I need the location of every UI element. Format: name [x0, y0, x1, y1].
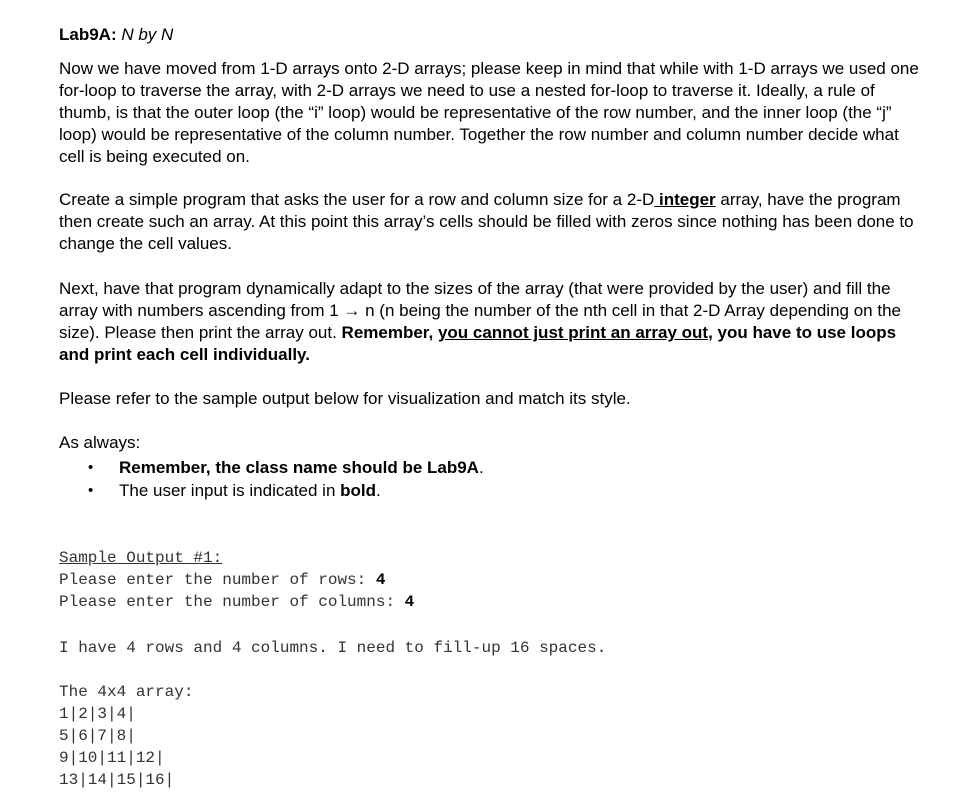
- as-always-label: As always:: [59, 433, 141, 452]
- fill-text: Next, have that program dynamically adapt to the sizes of the array (that were provided by the user) and fill the array with numbers ascending from 1 → n (n being the number of the nth cell in that 2-D Array depending on the size). Please then print the array out.: [59, 279, 901, 342]
- list-item: • The user input is indicated in bold.: [88, 481, 381, 500]
- no-print-warning: you cannot just print an array out: [437, 323, 709, 342]
- array-heading: The 4x4 array:: [59, 683, 194, 701]
- sample-output-heading: Sample Output #1:: [59, 549, 223, 567]
- array-row: 1|2|3|4|: [59, 705, 136, 723]
- user-input-note: The user input is indicated in: [119, 481, 341, 500]
- columns-input: 4: [404, 593, 415, 611]
- bullet-icon: •: [88, 482, 94, 499]
- loops-instruction: , you have to use loops and print each cell individually.: [59, 323, 897, 364]
- sample-output-prompts: [59, 547, 414, 613]
- lab-title: [59, 25, 173, 45]
- remember-label: Remember,: [341, 323, 438, 342]
- task-text-after: array, have the program then create such an array. At this point this array’s cells should be filled with zeros since nothing has been done to change the cell values.: [59, 190, 914, 253]
- fill-summary-line: I have 4 rows and 4 columns. I need to fill-up 16 spaces.: [59, 639, 607, 657]
- task-text-before: Create a simple program that asks the user for a row and column size for a 2-D: [59, 190, 655, 209]
- columns-prompt: Please enter the number of columns:: [59, 593, 405, 611]
- integer-emphasis: integer: [654, 190, 716, 209]
- lab-title-prefix: Lab9A:: [59, 25, 117, 44]
- array-output: [59, 681, 193, 791]
- rows-prompt: Please enter the number of rows:: [59, 571, 376, 589]
- fill-paragraph: [59, 278, 929, 366]
- task-paragraph: [59, 189, 929, 255]
- array-row: 5|6|7|8|: [59, 727, 136, 745]
- lab-title-name: N by N: [116, 25, 174, 44]
- refer-paragraph: Please refer to the sample output below for visualization and match its style.: [59, 389, 631, 408]
- bullet-icon: •: [88, 459, 94, 476]
- reminder-list: [59, 456, 484, 502]
- bold-word: bold: [340, 481, 377, 500]
- list-item: • Remember, the class name should be Lab9A.: [88, 458, 484, 477]
- rows-input: 4: [375, 571, 386, 589]
- class-name-reminder: Remember, the class name should be Lab9A: [119, 458, 479, 477]
- array-row: 13|14|15|16|: [59, 771, 175, 789]
- array-row: 9|10|11|12|: [59, 749, 165, 767]
- intro-paragraph: Now we have moved from 1-D arrays onto 2-D arrays; please keep in mind that while with 1-D arrays we used one for-loop to traverse the array, with 2-D arrays we need to use a nested for-loop to traverse it. Ideally, a rule of thumb, is that the outer loop (the “i” loop) would be representative of the row number, and the inner loop (the “j” loop) would be representative of the column number. Together the row number and column number decide what cell is being executed on.: [59, 59, 919, 166]
